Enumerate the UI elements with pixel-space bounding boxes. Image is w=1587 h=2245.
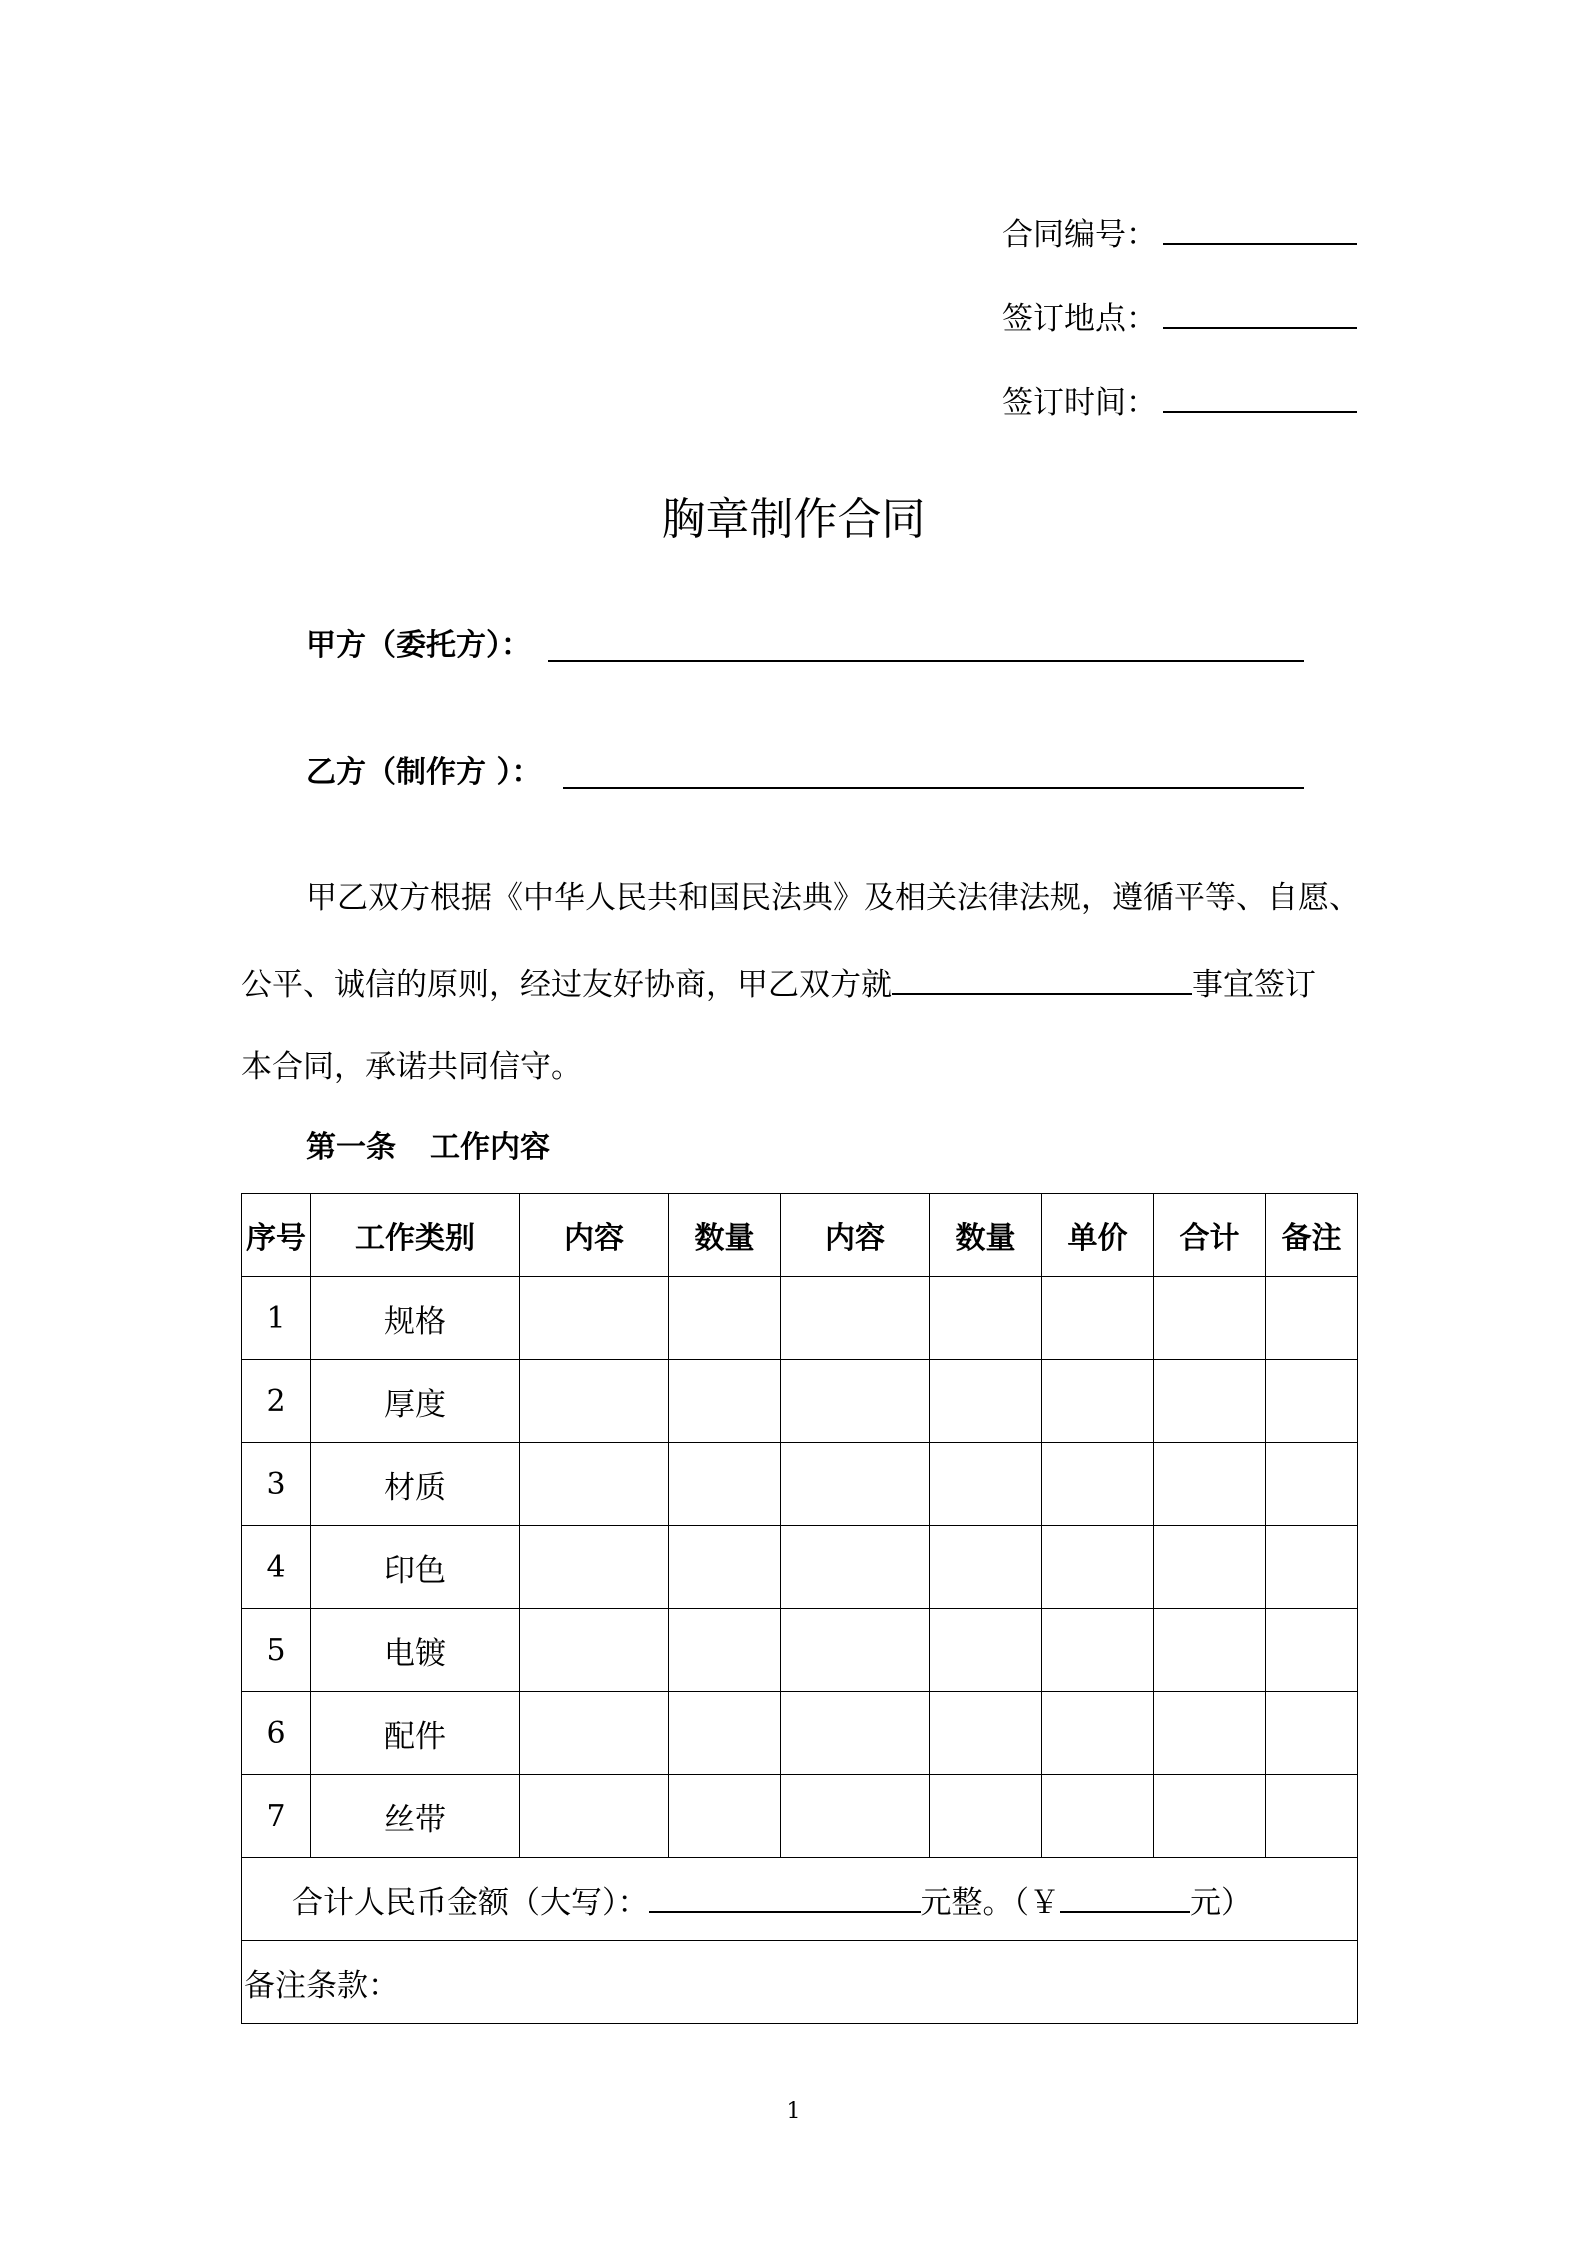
table-entry-cell[interactable] xyxy=(1154,1443,1266,1526)
table-header-cell: 内容 xyxy=(781,1194,930,1277)
table-header-cell: 内容 xyxy=(520,1194,669,1277)
contract-number-label: 合同编号： xyxy=(1002,217,1157,253)
table-entry-cell[interactable] xyxy=(1042,1692,1154,1775)
section-1-heading xyxy=(306,1128,550,1168)
remarks-cell[interactable] xyxy=(242,1941,1358,2024)
table-entry-cell[interactable] xyxy=(1154,1775,1266,1858)
row-number-cell: 7 xyxy=(242,1775,311,1858)
table-entry-cell[interactable] xyxy=(930,1360,1042,1443)
row-category-cell: 厚度 xyxy=(311,1360,520,1443)
table-header-cell: 工作类别 xyxy=(311,1194,520,1277)
table-entry-cell[interactable] xyxy=(1266,1277,1358,1360)
table-entry-cell[interactable] xyxy=(520,1692,669,1775)
total-amount-words-field[interactable] xyxy=(649,1881,921,1913)
contract-number-row xyxy=(1002,213,1357,255)
row-number-cell: 5 xyxy=(242,1609,311,1692)
sign-time-row xyxy=(1002,381,1357,423)
table-header-cell: 数量 xyxy=(669,1194,781,1277)
table-entry-cell[interactable] xyxy=(781,1360,930,1443)
intro-line-3: 本合同，承诺共同信守。 xyxy=(241,1049,582,1085)
row-category-cell: 丝带 xyxy=(311,1775,520,1858)
total-amount-label: 合计人民币金额（大写）： xyxy=(292,1884,649,1921)
row-number-cell: 1 xyxy=(242,1277,311,1360)
table-header-cell: 数量 xyxy=(930,1194,1042,1277)
total-amount-cell xyxy=(242,1858,1358,1941)
table-entry-cell[interactable] xyxy=(669,1526,781,1609)
table-header-cell: 单价 xyxy=(1042,1194,1154,1277)
table-entry-cell[interactable] xyxy=(1154,1692,1266,1775)
table-entry-cell[interactable] xyxy=(930,1692,1042,1775)
table-entry-cell[interactable] xyxy=(1042,1775,1154,1858)
sign-time-field[interactable] xyxy=(1163,381,1357,413)
party-a-label: 甲方（委托方）： xyxy=(306,628,531,663)
row-category-cell: 规格 xyxy=(311,1277,520,1360)
table-header-cell: 备注 xyxy=(1266,1194,1358,1277)
table-row xyxy=(242,1692,1358,1775)
table-entry-cell[interactable] xyxy=(1154,1360,1266,1443)
table-entry-cell[interactable] xyxy=(781,1277,930,1360)
sign-place-field[interactable] xyxy=(1163,297,1357,329)
row-number-cell: 3 xyxy=(242,1443,311,1526)
work-content-table xyxy=(241,1193,1358,2024)
document-title: 胸章制作合同 xyxy=(661,494,926,545)
table-entry-cell[interactable] xyxy=(781,1443,930,1526)
table-entry-cell[interactable] xyxy=(1154,1609,1266,1692)
table-entry-cell[interactable] xyxy=(930,1609,1042,1692)
table-entry-cell[interactable] xyxy=(520,1277,669,1360)
matter-field[interactable] xyxy=(892,963,1192,995)
table-entry-cell[interactable] xyxy=(520,1526,669,1609)
table-entry-cell[interactable] xyxy=(520,1360,669,1443)
table-entry-cell[interactable] xyxy=(930,1443,1042,1526)
intro-line-2-after: 事宜签订 xyxy=(1192,967,1316,1003)
row-number-cell: 2 xyxy=(242,1360,311,1443)
table-row xyxy=(242,1609,1358,1692)
table-entry-cell[interactable] xyxy=(1042,1526,1154,1609)
table-entry-cell[interactable] xyxy=(1154,1277,1266,1360)
intro-line-2-before: 公平、诚信的原则，经过友好协商，甲乙双方就 xyxy=(241,967,892,1003)
table-row xyxy=(242,1360,1358,1443)
total-amount-unit: 元整。（￥ xyxy=(920,1884,1060,1921)
table-entry-cell[interactable] xyxy=(1266,1526,1358,1609)
table-entry-cell[interactable] xyxy=(781,1775,930,1858)
table-entry-cell[interactable] xyxy=(669,1360,781,1443)
table-entry-cell[interactable] xyxy=(669,1609,781,1692)
page-number: 1 xyxy=(786,2099,801,2124)
table-entry-cell[interactable] xyxy=(781,1692,930,1775)
sign-place-row xyxy=(1002,297,1357,339)
sign-place-label: 签订地点： xyxy=(1002,301,1157,337)
party-b-label: 乙方（制作方 ）： xyxy=(306,755,542,790)
party-b-field[interactable] xyxy=(563,787,1304,789)
table-entry-cell[interactable] xyxy=(1266,1360,1358,1443)
total-amount-row xyxy=(242,1858,1358,1941)
table-row xyxy=(242,1775,1358,1858)
row-category-cell: 材质 xyxy=(311,1443,520,1526)
table-header-cell: 合计 xyxy=(1154,1194,1266,1277)
row-category-cell: 印色 xyxy=(311,1526,520,1609)
table-entry-cell[interactable] xyxy=(1042,1277,1154,1360)
table-row xyxy=(242,1443,1358,1526)
section-1-number: 第一条 xyxy=(306,1130,396,1165)
row-category-cell: 配件 xyxy=(311,1692,520,1775)
remarks-row xyxy=(242,1941,1358,2024)
table-entry-cell[interactable] xyxy=(669,1443,781,1526)
table-entry-cell[interactable] xyxy=(1154,1526,1266,1609)
table-entry-cell[interactable] xyxy=(520,1775,669,1858)
contract-number-field[interactable] xyxy=(1163,213,1357,245)
sign-time-label: 签订时间： xyxy=(1002,385,1157,421)
table-entry-cell[interactable] xyxy=(781,1609,930,1692)
table-entry-cell[interactable] xyxy=(1042,1609,1154,1692)
table-row xyxy=(242,1277,1358,1360)
row-category-cell: 电镀 xyxy=(311,1609,520,1692)
table-entry-cell[interactable] xyxy=(781,1526,930,1609)
table-header-row xyxy=(242,1194,1358,1277)
table-entry-cell[interactable] xyxy=(669,1277,781,1360)
table-entry-cell[interactable] xyxy=(1266,1609,1358,1692)
table-entry-cell[interactable] xyxy=(520,1609,669,1692)
intro-line-1: 甲乙双方根据《中华人民共和国民法典》及相关法律法规，遵循平等、自愿、 xyxy=(306,880,1360,916)
intro-line-2 xyxy=(241,963,1316,1005)
table-entry-cell[interactable] xyxy=(1266,1443,1358,1526)
row-number-cell: 6 xyxy=(242,1692,311,1775)
total-amount-close: 元） xyxy=(1190,1884,1252,1921)
table-entry-cell[interactable] xyxy=(520,1443,669,1526)
table-header-cell: 序号 xyxy=(242,1194,311,1277)
section-1-title: 工作内容 xyxy=(430,1130,550,1165)
total-amount-figure-field[interactable] xyxy=(1060,1881,1190,1913)
table-entry-cell[interactable] xyxy=(930,1775,1042,1858)
table-entry-cell[interactable] xyxy=(1266,1692,1358,1775)
table-entry-cell[interactable] xyxy=(930,1277,1042,1360)
remarks-label: 备注条款： xyxy=(244,1967,399,2004)
table-entry-cell[interactable] xyxy=(1042,1443,1154,1526)
table-entry-cell[interactable] xyxy=(669,1775,781,1858)
row-number-cell: 4 xyxy=(242,1526,311,1609)
table-entry-cell[interactable] xyxy=(1266,1775,1358,1858)
party-a-field[interactable] xyxy=(548,660,1304,662)
table-row xyxy=(242,1526,1358,1609)
table-entry-cell[interactable] xyxy=(1042,1360,1154,1443)
table-entry-cell[interactable] xyxy=(930,1526,1042,1609)
table-entry-cell[interactable] xyxy=(669,1692,781,1775)
